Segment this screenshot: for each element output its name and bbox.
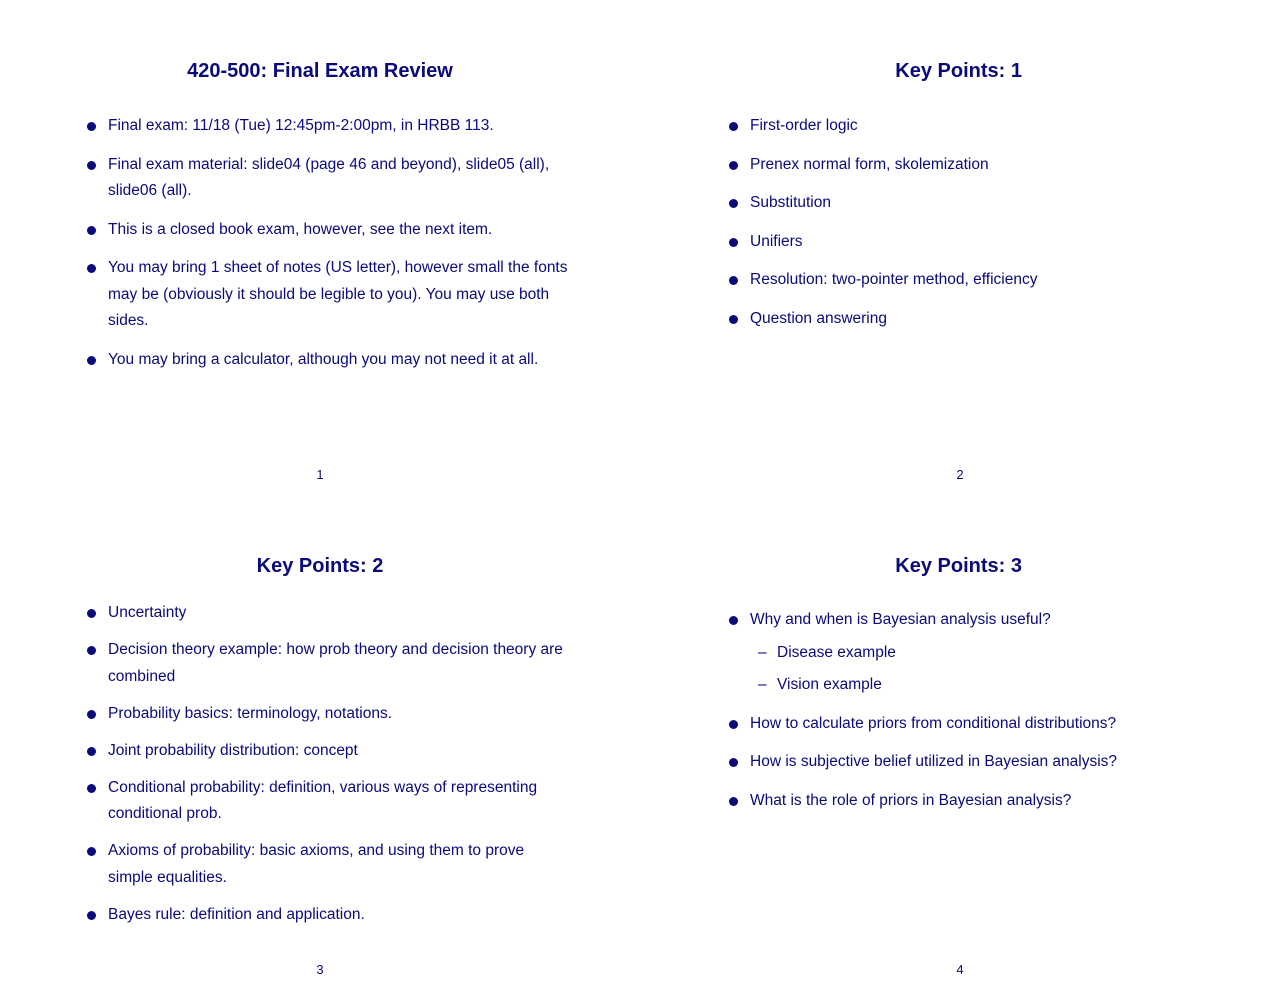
page-number: 2 xyxy=(956,467,964,482)
bullet-icon xyxy=(729,758,738,767)
list-item: Bayes rule: definition and application. xyxy=(86,902,586,929)
list-item: Uncertainty xyxy=(86,600,586,627)
slide-3 xyxy=(0,495,640,989)
list-item: Conditional probability: definition, various ways of representing conditional prob. xyxy=(86,775,576,828)
list-item: Axioms of probability: basic axioms, and using them to prove simple equalities. xyxy=(86,838,558,891)
bullet-list xyxy=(86,600,586,928)
slide-2 xyxy=(640,0,1280,494)
sub-list-item: – Disease example xyxy=(750,640,1228,667)
bullet-icon xyxy=(729,797,738,806)
bullet-icon xyxy=(87,911,96,920)
list-item: Final exam material: slide04 (page 46 and beyond), slide05 (all), slide06 (all). xyxy=(86,152,578,205)
page-number: 4 xyxy=(956,962,964,977)
slide-title: Key Points: 3 xyxy=(895,555,1022,577)
bullet-list xyxy=(86,113,586,373)
list-item: Unifiers xyxy=(728,229,1228,256)
bullet-icon xyxy=(729,238,738,247)
bullet-icon xyxy=(729,315,738,324)
list-item: Prenex normal form, skolemization xyxy=(728,152,1228,179)
bullet-icon xyxy=(87,356,96,365)
bullet-list xyxy=(728,607,1228,814)
bullet-icon xyxy=(729,616,738,625)
slide-4 xyxy=(640,495,1280,989)
bullet-icon xyxy=(729,122,738,131)
list-item: First-order logic xyxy=(728,113,1228,140)
list-item: Question answering xyxy=(728,306,1228,333)
slide-title: Key Points: 1 xyxy=(895,60,1022,82)
bullet-icon xyxy=(729,276,738,285)
bullet-icon xyxy=(87,784,96,793)
list-item: Resolution: two-pointer method, efficiency xyxy=(728,267,1228,294)
list-item: What is the role of priors in Bayesian analysis? xyxy=(728,788,1228,815)
bullet-icon xyxy=(87,847,96,856)
sub-list xyxy=(750,640,1228,699)
sub-list-item: – Vision example xyxy=(750,672,1228,699)
list-item: How to calculate priors from conditional distributions? xyxy=(728,711,1228,738)
bullet-icon xyxy=(729,199,738,208)
slide-title: 420-500: Final Exam Review xyxy=(187,60,453,82)
bullet-icon xyxy=(87,747,96,756)
list-item: Substitution xyxy=(728,190,1228,217)
list-item: This is a closed book exam, however, see the next item. xyxy=(86,217,586,244)
bullet-icon xyxy=(87,264,96,273)
dash-icon: – xyxy=(758,643,767,661)
slide-title: Key Points: 2 xyxy=(256,555,384,577)
list-item: You may bring a calculator, although you may not need it at all. xyxy=(86,347,586,374)
list-item: How is subjective belief utilized in Bayesian analysis? xyxy=(728,749,1228,776)
bullet-icon xyxy=(87,226,96,235)
slide-1 xyxy=(0,0,640,494)
bullet-icon xyxy=(87,646,96,655)
page-number: 3 xyxy=(316,962,324,977)
bullet-list xyxy=(728,113,1228,332)
dash-icon: – xyxy=(758,676,767,693)
bullet-icon xyxy=(87,161,96,170)
list-item: Final exam: 11/18 (Tue) 12:45pm-2:00pm, in HRBB 113. xyxy=(86,113,586,140)
list-item: You may bring 1 sheet of notes (US letter), however small the fonts may be (obviously it should be legible to you). You may use both sides. xyxy=(86,255,582,335)
bullet-icon xyxy=(729,161,738,170)
list-item: Probability basics: terminology, notations. xyxy=(86,701,586,728)
bullet-icon xyxy=(729,720,738,729)
bullet-icon xyxy=(87,609,96,618)
list-item: Why and when is Bayesian analysis useful? – Disease example – Vision example xyxy=(728,607,1228,699)
list-item: Decision theory example: how prob theory and decision theory are combined xyxy=(86,637,568,690)
list-item: Joint probability distribution: concept xyxy=(86,738,586,765)
bullet-icon xyxy=(87,122,96,131)
bullet-icon xyxy=(87,710,96,719)
page-number: 1 xyxy=(316,467,324,482)
